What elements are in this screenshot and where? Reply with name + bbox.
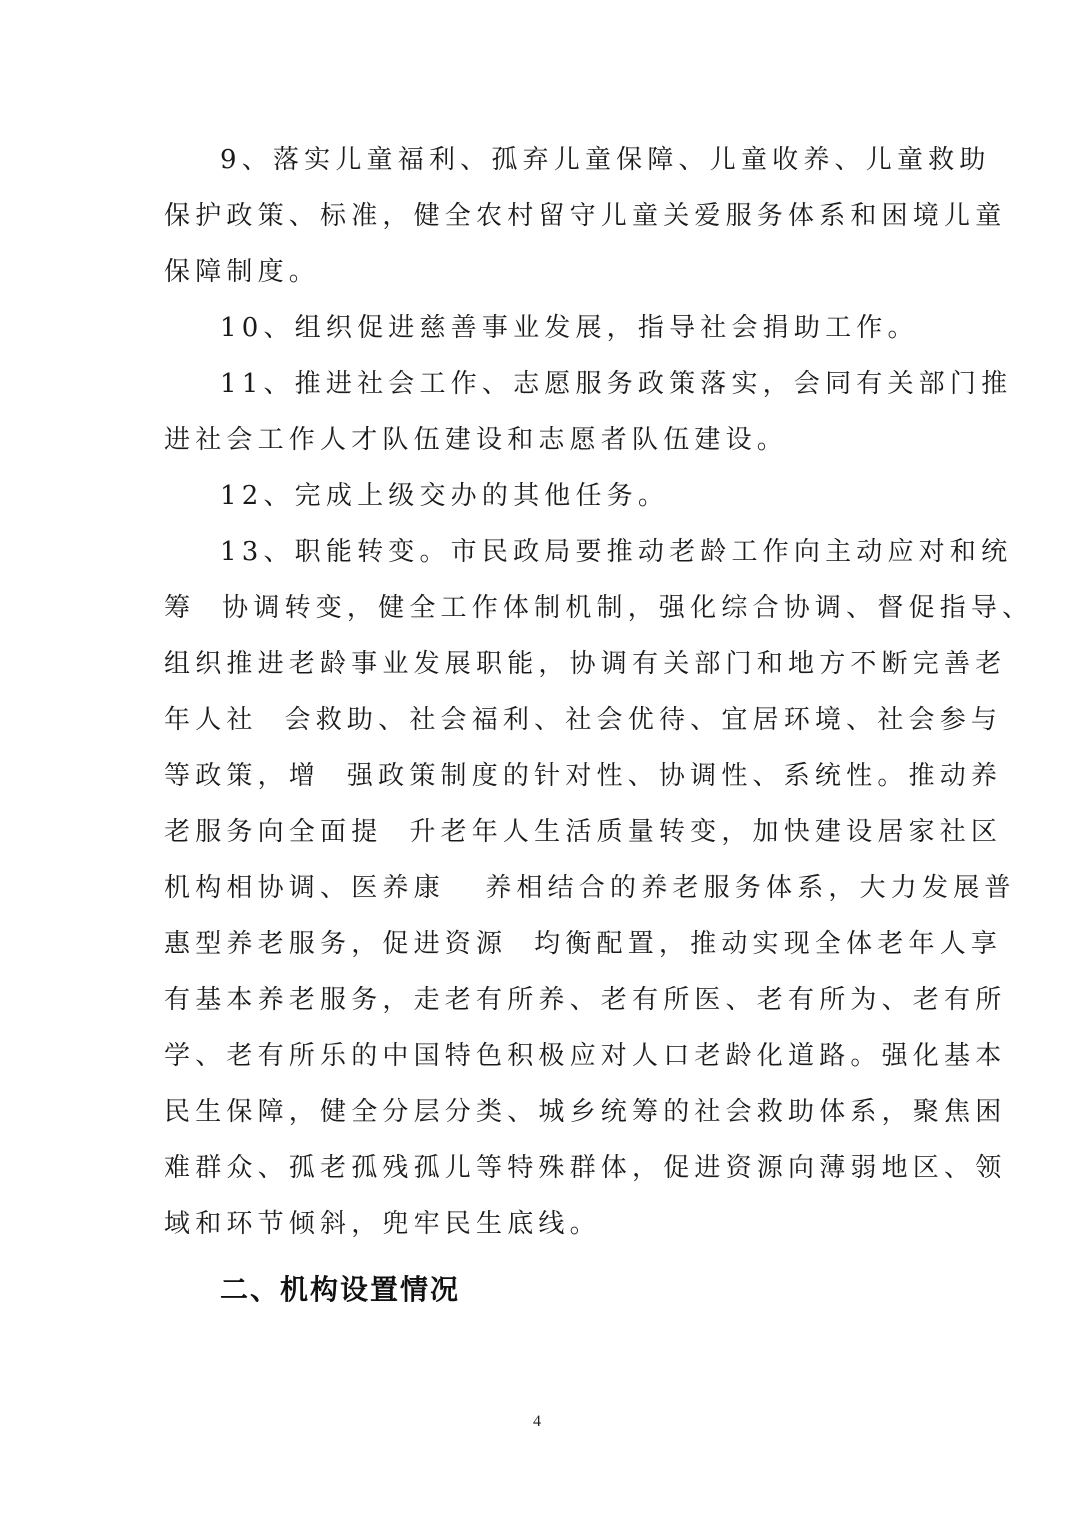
- text-line: 学、老有所乐的中国特色积极应对人口老龄化道路。强化基本: [164, 1041, 1007, 1071]
- text-line: 难群众、孤老孤残孤儿等特殊群体，促进资源向薄弱地区、领: [164, 1153, 1007, 1183]
- text-line: 年人社 会救助、社会福利、社会优待、宜居环境、社会参与: [164, 705, 1003, 735]
- text-line: 保障制度。: [164, 257, 321, 287]
- text-line: 10、组织促进慈善事业发展，指导社会捐助工作。: [220, 313, 919, 343]
- text-line: 组织推进老龄事业发展职能，协调有关部门和地方不断完善老: [164, 649, 1007, 679]
- text-line: 老服务向全面提 升老年人生活质量转变，加快建设居家社区: [164, 817, 1003, 847]
- text-line: 机构相协调、医养康 养相结合的养老服务体系，大力发展普: [164, 873, 1016, 903]
- text-line: 9、落实儿童福利、孤弃儿童保障、儿童收养、儿童救助: [220, 145, 991, 175]
- text-line: 有基本养老服务，走老有所养、老有所医、老有所为、老有所: [164, 985, 1007, 1015]
- text-line: 等政策，增 强政策制度的针对性、协调性、系统性。推动养: [164, 761, 1003, 791]
- text-line: 11、推进社会工作、志愿服务政策落实，会同有关部门推: [220, 369, 1013, 399]
- text-line: 进社会工作人才队伍建设和志愿者队伍建设。: [164, 425, 789, 455]
- text-line: 民生保障，健全分层分类、城乡统筹的社会救助体系，聚焦困: [164, 1097, 1007, 1127]
- text-line: 12、完成上级交办的其他任务。: [220, 481, 670, 511]
- section-heading: 二、机构设置情况: [220, 1273, 461, 1306]
- text-line: 域和环节倾斜，兜牢民生底线。: [164, 1209, 601, 1239]
- text-line: 13、职能转变。市民政局要推动老龄工作向主动应对和统: [220, 537, 1013, 567]
- page-number: 4: [533, 1413, 541, 1430]
- text-line: 保护政策、标准，健全农村留守儿童关爱服务体系和困境儿童: [164, 201, 1007, 231]
- text-line: 惠型养老服务，促进资源 均衡配置，推动实现全体老年人享: [164, 929, 1003, 959]
- text-line: 筹 协调转变，健全工作体制机制，强化综合协调、督促指导、: [164, 593, 1034, 623]
